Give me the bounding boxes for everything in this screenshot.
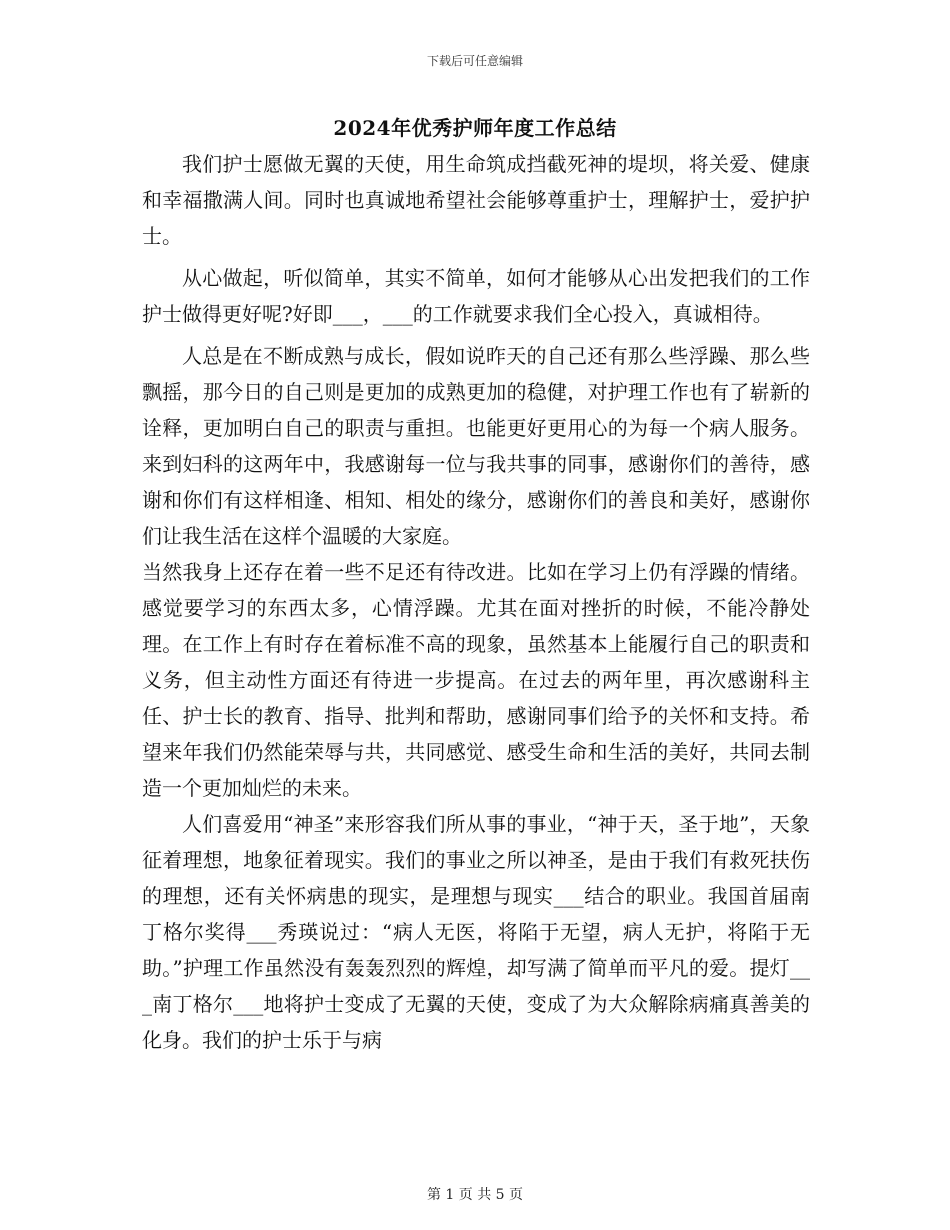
page-header-note: 下载后可任意编辑 <box>426 54 523 68</box>
paragraph-5: 人们喜爱用“神圣”来形容我们所从事的事业，“神于天，圣于地”，天象征着理想，地象征着现实。我们的事业之所以神圣，是由于我们有救死扶伤的理想，还有关怀病患的现实，是理想与现实___结合的职业。我国首届南丁格尔奖得___秀瑛说过：“病人无医，将陷于无望，病人无护，将陷于无助。”护理工作虽然没有轰轰烈烈的辉煌，却写满了简单而平凡的爱。提灯___南丁格尔___地将护士变成了无翼的天使，变成了为大众解除病痛真善美的化身。我们的护士乐于与病 <box>142 812 810 1052</box>
paragraph-1: 我们护士愿做无翼的天使，用生命筑成挡截死神的堤坝，将关爱、健康和幸福撒满人间。同时也真诚地希望社会能够尊重护士，理解护士，爱护护士。 <box>142 152 810 248</box>
document-body <box>142 146 810 1058</box>
paragraph-2: 从心做起，听似简单，其实不简单，如何才能够从心出发把我们的工作护士做得更好呢?好即___，___的工作就要求我们全心投入，真诚相待。 <box>142 266 810 326</box>
page-number: 第 1 页 共 5 页 <box>426 1187 524 1203</box>
paragraph-3: 人总是在不断成熟与成长，假如说昨天的自己还有那么些浮躁、那么些飘摇，那今日的自己则是更加的成熟更加的稳健，对护理工作也有了崭新的诠释，更加明白自己的职责与重担。也能更好更用心的为每一个病人服务。来到妇科的这两年中，我感谢每一位与我共事的同事，感谢你们的善待，感谢和你们有这样相逢、相知、相处的缘分，感谢你们的善良和美好，感谢你们让我生活在这样个温暖的大家庭。 <box>142 344 810 548</box>
document-title: 2024年优秀护师年度工作总结 <box>333 116 617 140</box>
paragraph-4: 当然我身上还存在着一些不足还有待改进。比如在学习上仍有浮躁的情绪。感觉要学习的东西太多，心情浮躁。尤其在面对挫折的时候，不能冷静处理。在工作上有时存在着标准不高的现象，虽然基本上能履行自己的职责和义务，但主动性方面还有待进一步提高。在过去的两年里，再次感谢科主任、护士长的教育、指导、批判和帮助，感谢同事们给予的关怀和支持。希望来年我们仍然能荣辱与共，共同感觉、感受生命和生活的美好，共同去制造一个更加灿烂的未来。 <box>142 560 810 800</box>
